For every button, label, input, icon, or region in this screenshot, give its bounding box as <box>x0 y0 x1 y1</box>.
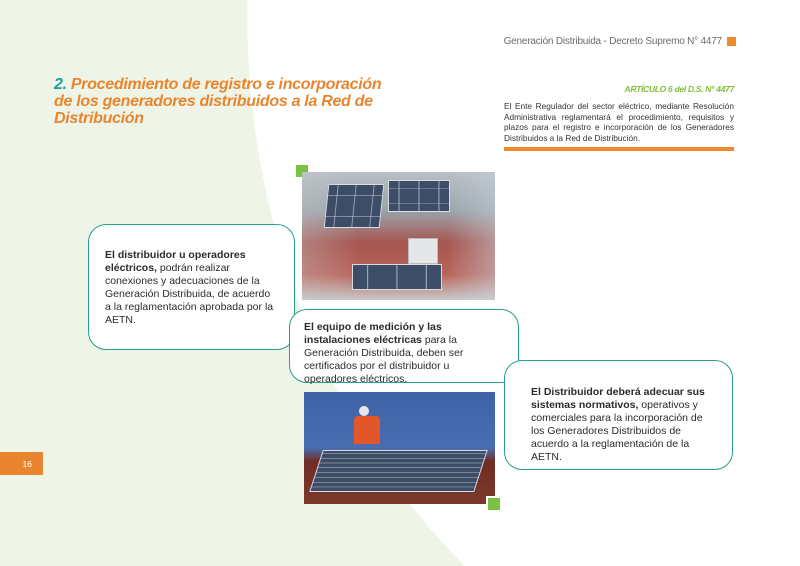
article-text: El Ente Regulador del sector eléctrico, mediante Resolución Administrativa reglamentará el procedimiento, requisitos y plazos para el registro e incorporación de los Generadores Distribuidos a la Red de Distribución. <box>504 101 734 143</box>
article-divider <box>504 147 734 151</box>
section-number: 2. <box>54 76 67 93</box>
article-reference: ARTÍCULO 6 del D.S. N° 4477 <box>624 84 734 94</box>
running-header <box>504 36 736 47</box>
page-number: 16 <box>22 458 32 469</box>
callout-text: operativos y comerciales para la incorporación de los Generadores Distribuidos de acuerdo a la reglamentación de la AETN. <box>531 399 703 463</box>
worker-solar-panel-photo <box>304 392 495 504</box>
solar-panel-array <box>352 264 442 290</box>
article-box <box>504 84 734 151</box>
ac-units <box>408 238 438 264</box>
rooftop-solar-photo <box>302 172 495 300</box>
callout-bold: El Distribuidor deberá adecuar sus sistemas normativos, <box>531 386 705 411</box>
solar-panel-array <box>324 184 385 228</box>
callout-text: para la Generación Distribuida, deben ser certificados por el distribuidor u operadores eléctricos. <box>304 334 464 385</box>
page-number-tab <box>0 452 43 475</box>
worker-cap <box>359 406 369 416</box>
callout-text: podrán realizar conexiones y adecuaciones de la Generación Distribuida, de acuerdo a la reglamentación aprobada por la AETN. <box>105 262 274 326</box>
section-title-text: Procedimiento de registro e incorporación de los generadores distribuidos a la Red de Distribución <box>54 76 382 127</box>
callout-bold: El equipo de medición y las instalaciones eléctricas <box>304 321 442 346</box>
callout-distributor-systems <box>504 360 733 470</box>
solar-panel <box>309 450 488 492</box>
solar-panel-array <box>388 180 450 212</box>
green-square-icon <box>486 496 502 512</box>
callout-measurement-equipment <box>289 309 519 383</box>
running-header-text: Generación Distribuida - Decreto Supremo N° 4477 <box>503 36 722 47</box>
callout-distributors-connections <box>88 224 295 350</box>
orange-square-icon <box>727 37 736 46</box>
worker-vest <box>354 416 380 444</box>
section-title <box>54 76 394 127</box>
callout-bold: El distribuidor u operadores eléctricos, <box>105 249 246 274</box>
